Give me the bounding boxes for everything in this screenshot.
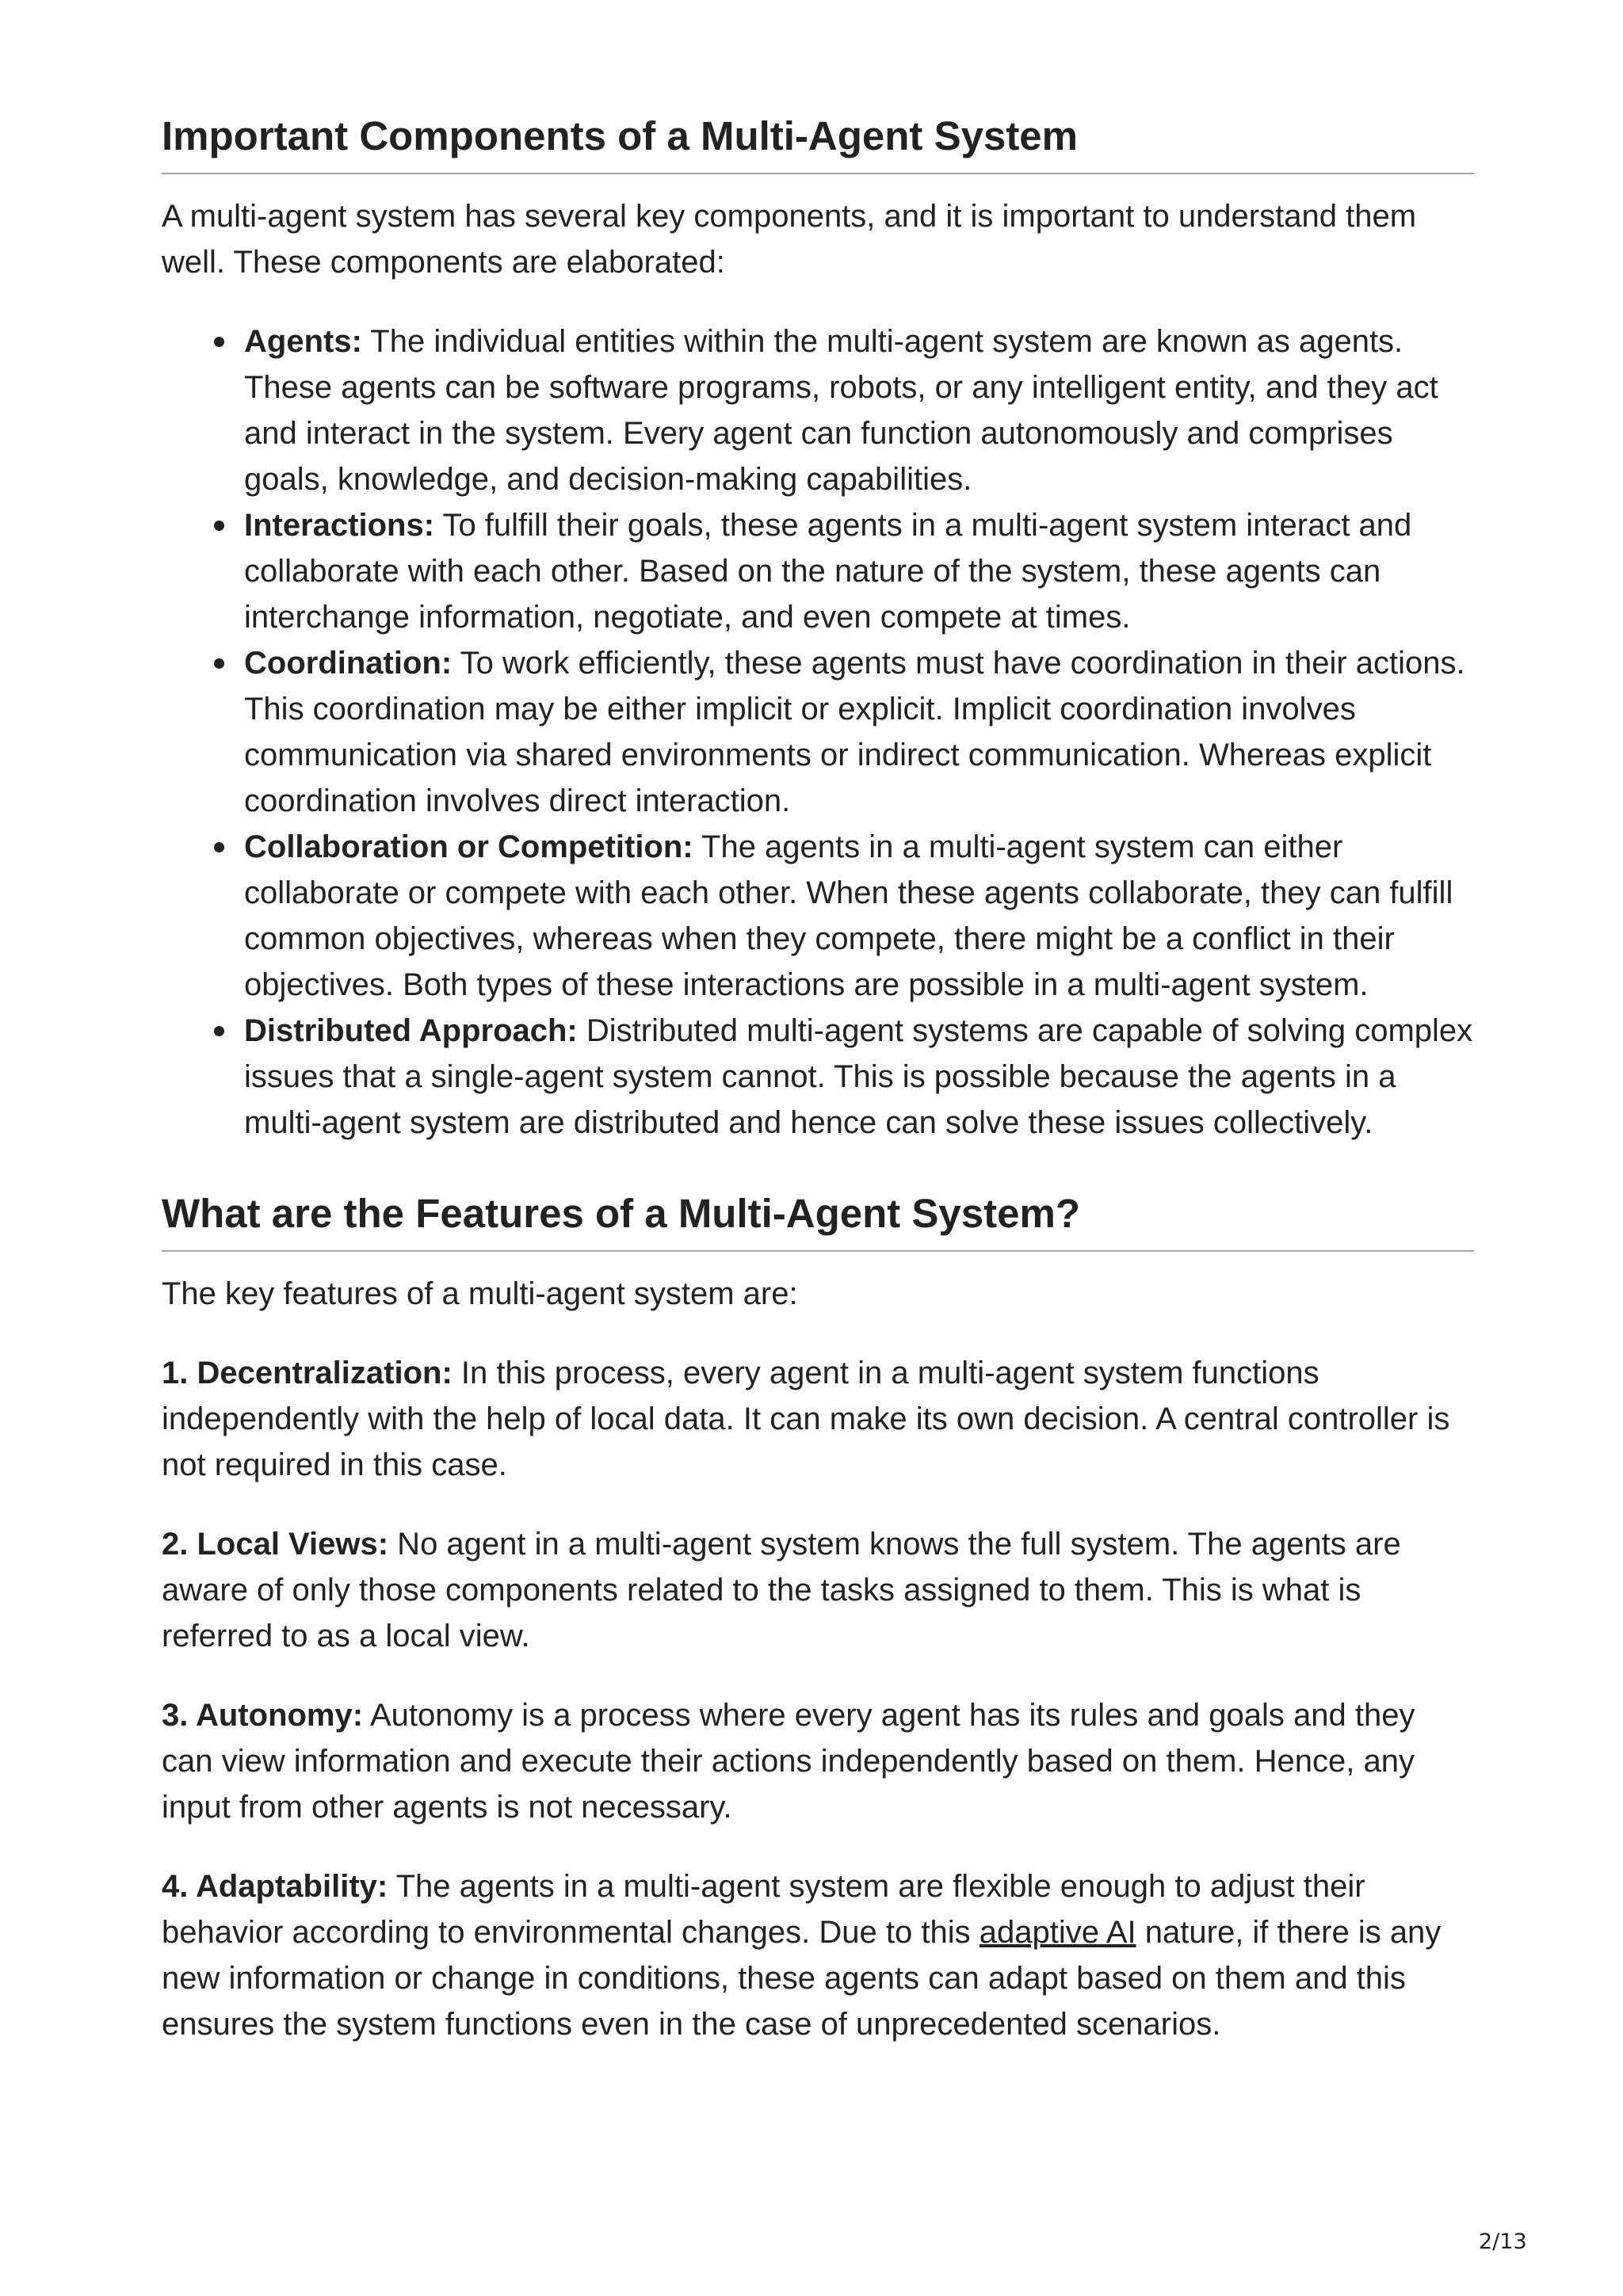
feature-text: In this process, every agent in a multi-agent system functions independently with the help of local data. It can make its own decision. A central controller is not required in this case. (162, 1356, 1450, 1482)
feature-term: 2. Local Views: (162, 1527, 389, 1562)
list-item (244, 1008, 1474, 1146)
item-text: The individual entities within the multi-agent system are known as agents. These agents can be software programs, robots, or any intelligent entity, and they act and interact in the system. Every agent can function autonomously and comprises goals, knowledge, and decision-making capabilities. (244, 324, 1438, 497)
feature-term: 3. Autonomy: (162, 1698, 364, 1733)
page-number: 2/13 (1479, 2229, 1527, 2254)
section-heading-features: What are the Features of a Multi-Agent System? (162, 1188, 1474, 1252)
item-text: The agents in a multi-agent system can either collaborate or compete with each other. When these agents collaborate, they can fulfill common objectives, whereas when they compete, there might be a conflict in their objectives. Both types of these interactions are possible in a multi-agent system. (244, 830, 1453, 1002)
article-content (162, 111, 1474, 2047)
list-item (244, 640, 1474, 824)
feature-paragraph (162, 1863, 1474, 2047)
list-item (244, 318, 1474, 502)
list-item (244, 824, 1474, 1008)
feature-term: 1. Decentralization: (162, 1356, 453, 1390)
features-intro: The key features of a multi-agent system are: (162, 1276, 798, 1311)
item-term: Distributed Approach: (244, 1013, 578, 1048)
item-text: Distributed multi-agent systems are capable of solving complex issues that a single-agent system cannot. This is possible because the agents in a multi-agent system are distributed and hence can solve these issues collectively. (244, 1013, 1473, 1140)
list-item (244, 502, 1474, 640)
components-intro: A multi-agent system has several key components, and it is important to understand them well. These components are elaborated: (162, 199, 1417, 280)
feature-paragraph (162, 1521, 1474, 1659)
feature-text: The agents in a multi-agent system are flexible enough to adjust their behavior according to environmental changes. Due to this (162, 1869, 1365, 1950)
bullet-icon (214, 521, 224, 531)
bullet-icon (214, 842, 224, 852)
feature-paragraph (162, 1350, 1474, 1488)
bullet-icon (214, 337, 224, 347)
section-heading-components: Important Components of a Multi-Agent System (162, 111, 1474, 174)
item-term: Collaboration or Competition: (244, 830, 693, 864)
feature-paragraph (162, 1692, 1474, 1830)
components-list (162, 318, 1474, 1146)
feature-text: No agent in a multi-agent system knows the full system. The agents are aware of only those components related to the tasks assigned to them. This is what is referred to as a local view. (162, 1527, 1401, 1653)
item-text: To work efficiently, these agents must have coordination in their actions. This coordination may be either implicit or explicit. Implicit coordination involves communication via shared environments or indirect communication. Whereas explicit coordination involves direct interaction. (244, 646, 1465, 818)
feature-text: nature, if there is any new information or change in conditions, these agents can adapt based on them and this ensures the system functions even in the case of unprecedented scenarios. (162, 1915, 1442, 2042)
item-term: Coordination: (244, 646, 453, 681)
bullet-icon (214, 1026, 224, 1036)
item-term: Interactions: (244, 508, 435, 543)
feature-text: Autonomy is a process where every agent has its rules and goals and they can view information and execute their actions independently based on them. Hence, any input from other agents is not necessary. (162, 1698, 1415, 1825)
item-text: To fulfill their goals, these agents in a multi-agent system interact and collaborate with each other. Based on the nature of the system, these agents can interchange information, negotiate, and even compete at times. (244, 508, 1412, 635)
feature-term: 4. Adaptability: (162, 1869, 388, 1904)
item-term: Agents: (244, 324, 362, 359)
bullet-icon (214, 658, 224, 669)
adaptive-ai-link[interactable]: adaptive AI (979, 1915, 1136, 1950)
